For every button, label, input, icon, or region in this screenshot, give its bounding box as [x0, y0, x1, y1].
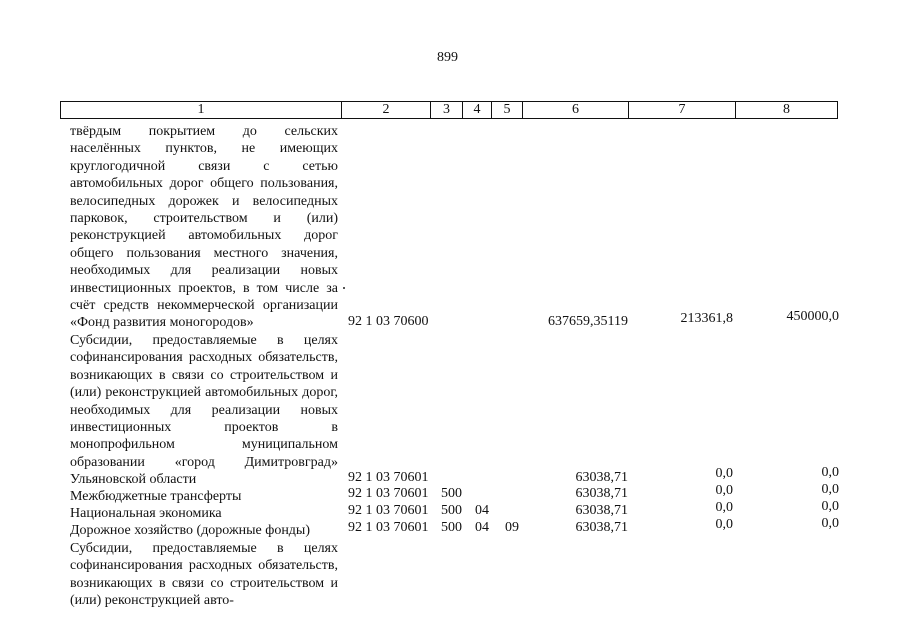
row-col3: 500 [441, 503, 462, 518]
row-col4: 04 [475, 520, 489, 535]
row-description: Межбюджетные трансферты [70, 489, 242, 504]
header-col-8: 8 [735, 102, 837, 118]
header-col-7: 7 [628, 102, 735, 118]
row-code: 92 1 03 70601 [348, 520, 429, 535]
row-value-col7: 0,0 [715, 483, 733, 498]
row-description: Субсидии, предоставляемые в целях софинансирования расходных обязательств, возникающих в связи со строительством и (или) реконструкцией авто- [70, 541, 338, 609]
header-col-2: 2 [341, 102, 430, 118]
row-value-col7: 0,0 [715, 517, 733, 532]
row-value-col6: 63038,71 [575, 520, 628, 535]
row-value-col6: 63038,71 [575, 486, 628, 501]
row-value-col8: 0,0 [821, 516, 839, 531]
header-col-6: 6 [522, 102, 628, 118]
table-header [60, 101, 838, 119]
row-value-col6: 63038,71 [575, 503, 628, 518]
row-description: Национальная экономика [70, 506, 222, 521]
row-col3: 500 [441, 486, 462, 501]
row-code: 92 1 03 70601 [348, 486, 429, 501]
header-col-3: 3 [430, 102, 462, 118]
row-code: 92 1 03 70601 [348, 503, 429, 518]
row-value-col8: 0,0 [821, 465, 839, 480]
row-col4: 04 [475, 503, 489, 518]
row-description: твёрдым покрытием до сельских населённых пунктов, не имеющих круглогодичной связи с сетью автомобильных дорог общего пользования, велосипедных дорожек и велосипедных парковок, строительством и (или) реконструкцией автомобильных дорог общего пользования местного значения, необходимых для реализации новых инвестиционных проектов, в том числе за счёт средств некоммерческой организации «Фонд развития моногородов» [70, 124, 338, 331]
row-value-col6: 637659,35119 [548, 314, 628, 329]
row-code: 92 1 03 70601 [348, 470, 429, 485]
stray-mark [343, 287, 345, 289]
row-col5: 09 [505, 520, 519, 535]
row-value-col8: 450000,0 [786, 309, 839, 324]
header-col-4: 4 [462, 102, 491, 118]
row-value-col6: 63038,71 [575, 470, 628, 485]
row-value-col7: 0,0 [715, 466, 733, 481]
row-description: Дорожное хозяйство (дорожные фонды) [70, 523, 311, 538]
header-col-5: 5 [491, 102, 522, 118]
row-value-col7: 0,0 [715, 500, 733, 515]
row-value-col7: 213361,8 [680, 311, 733, 326]
row-code: 92 1 03 70600 [348, 314, 429, 329]
header-col-1: 1 [197, 102, 205, 117]
row-description: Субсидии, предоставляемые в целях софинансирования расходных обязательств, возникающих в связи со строительством и (или) реконструкцией автомобильных дорог, необходимых для реализации новых инвестиционных проектов в монопрофильном муниципальном образовании «город Димитровград» Ульяновской области [70, 333, 338, 488]
row-col3: 500 [441, 520, 462, 535]
row-value-col8: 0,0 [821, 499, 839, 514]
page-number: 899 [437, 50, 458, 65]
row-value-col8: 0,0 [821, 482, 839, 497]
